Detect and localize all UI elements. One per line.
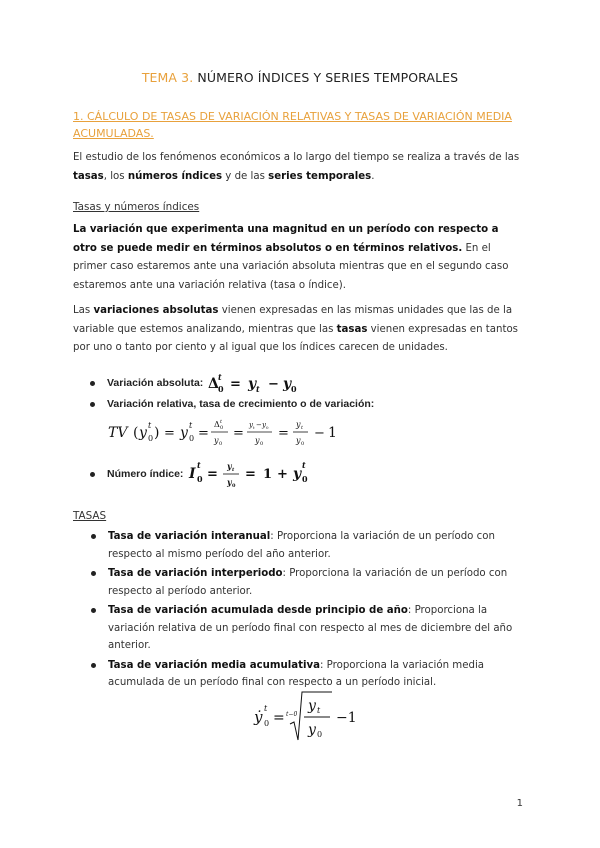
svg-text:=: =: [233, 426, 244, 441]
svg-text:y: y: [308, 698, 316, 714]
tasa-desc: : Proporciona la variación de un período con respecto al período anterior.: [108, 568, 508, 597]
abs-text-a: Las: [73, 305, 94, 316]
svg-text:−1: −1: [336, 710, 357, 726]
svg-text:0: 0: [266, 425, 269, 430]
svg-text:1: 1: [263, 467, 273, 482]
tasa-term: Tasa de variación media acumulativa: [108, 659, 320, 671]
svg-text:=: =: [207, 467, 219, 482]
intro-paragraph: [73, 149, 525, 186]
svg-text:−: −: [256, 421, 262, 429]
svg-text:I: I: [189, 466, 196, 482]
svg-text:0: 0: [220, 425, 224, 431]
formula-index-number: [90, 458, 347, 490]
svg-text:y: y: [249, 421, 253, 429]
abs-formula-image: [206, 372, 316, 394]
intro-text-4: .: [371, 170, 375, 182]
svg-text:−: −: [314, 426, 325, 441]
svg-text:t: t: [232, 467, 235, 473]
svg-text:y: y: [227, 477, 233, 487]
svg-text:t−0: t−0: [286, 711, 298, 718]
index-label: Número índice:: [107, 468, 184, 480]
svg-text:): ): [154, 425, 160, 441]
svg-text:0: 0: [260, 441, 264, 447]
svg-text:0: 0: [148, 434, 154, 443]
section-heading: 1. CÁLCULO DE TASAS DE VARIACIÓN RELATIVAS Y TASAS DE VARIACIÓN MEDIA ACUMULADAS.: [73, 110, 512, 140]
svg-text:=: =: [273, 710, 285, 726]
relative-variation-formula: [106, 413, 366, 453]
svg-text:TV: TV: [108, 425, 128, 441]
svg-text:+: +: [277, 467, 289, 482]
svg-text:0: 0: [218, 384, 224, 394]
svg-text:y: y: [308, 722, 316, 738]
abs-text-c: vienen expresadas en las mismas unidades que las de la variable que estemos analizando, mientras que las: [73, 305, 513, 335]
rel-label: Variación relativa, tasa de crecimiento o de variación:: [107, 398, 375, 410]
intro-text-2: , los: [103, 170, 128, 182]
svg-text:t: t: [256, 384, 260, 394]
svg-text:=: =: [245, 467, 257, 482]
tasa-term: Tasa de variación acumulada desde principio de año: [108, 605, 408, 616]
list-item: [73, 602, 528, 655]
tasa-term: Tasa de variación interperiodo: [108, 568, 283, 579]
mean-cumulative-rate-formula: [250, 688, 370, 748]
tasa-term: Tasa de variación interanual: [108, 531, 271, 542]
tasa-desc: : Proporciona la variación relativa de un período final con respecto al mes de diciembre del año anterior.: [108, 605, 513, 651]
svg-text:0: 0: [291, 384, 297, 394]
abs-label: Variación absoluta:: [107, 377, 204, 389]
svg-text:ẏ: ẏ: [254, 708, 263, 726]
svg-text:(: (: [133, 425, 139, 441]
intro-bold-series: series temporales: [268, 170, 372, 182]
svg-text:t: t: [253, 425, 255, 430]
svg-text:Δ: Δ: [208, 376, 220, 392]
svg-text:t: t: [148, 421, 152, 430]
svg-text:=: =: [230, 377, 242, 392]
subheading-tasas: TASAS: [73, 510, 107, 522]
svg-text:y: y: [139, 425, 147, 441]
intro-text-1: El estudio de los fenómenos económicos a lo largo del tiempo se realiza a través de las: [73, 152, 520, 163]
svg-text:0: 0: [189, 434, 195, 443]
svg-text:=: =: [164, 426, 175, 441]
title-main: NÚMERO ÍNDICES Y SERIES TEMPORALES: [197, 70, 459, 85]
variation-paragraph: [73, 221, 525, 295]
bullet-dot: [90, 402, 95, 407]
svg-text:y: y: [180, 425, 188, 441]
svg-text:t: t: [218, 372, 222, 382]
svg-text:t: t: [317, 706, 321, 715]
svg-text:0: 0: [219, 441, 223, 447]
page-number: 1: [516, 798, 523, 809]
svg-text:t: t: [220, 419, 223, 425]
svg-text:t: t: [302, 460, 307, 470]
svg-text:−: −: [268, 377, 280, 392]
svg-text:y: y: [262, 421, 266, 429]
svg-text:0: 0: [302, 474, 309, 484]
bullet-dot: [91, 534, 96, 539]
formula-absolute-variation: [90, 372, 316, 394]
subheading-tasas-indices: Tasas y números índices: [73, 201, 200, 213]
list-item: [73, 565, 528, 600]
tasas-list: [73, 528, 528, 694]
tasa-desc: : Proporciona la variación de un período con respecto al mismo período del año anterior.: [108, 531, 495, 560]
intro-bold-tasas: tasas: [73, 170, 104, 182]
list-item: [73, 528, 528, 563]
svg-text:Δ: Δ: [214, 420, 220, 429]
variation-bold-text: La variación que experimenta una magnitud en un período con respecto a otro se puede medir en términos absolutos o en términos relativos.: [73, 224, 499, 254]
svg-text:0: 0: [317, 730, 323, 739]
svg-text:0: 0: [197, 474, 204, 484]
abs-text-d: vienen expresadas en tantos por uno o tanto por ciento y al igual que los índices carecen de unidades.: [73, 323, 518, 353]
abs-bold-variaciones: variaciones absolutas: [93, 305, 219, 316]
svg-text:y: y: [255, 436, 260, 445]
title-prefix: TEMA 3.: [141, 70, 194, 85]
svg-text:y: y: [214, 436, 219, 445]
absolute-variation-paragraph: [73, 302, 525, 358]
list-item: [73, 657, 528, 692]
index-formula-image: [187, 458, 347, 490]
bullet-dot: [91, 608, 96, 613]
svg-text:t: t: [189, 421, 193, 430]
svg-text:y: y: [296, 436, 301, 445]
svg-text:0: 0: [301, 441, 305, 447]
svg-text:0: 0: [232, 483, 236, 489]
intro-text-3: y de las: [222, 170, 269, 182]
formula-relative-variation-label: [90, 398, 374, 410]
svg-text:=: =: [278, 426, 289, 441]
svg-text:y: y: [293, 466, 302, 482]
bullet-dot: [90, 381, 95, 386]
intro-bold-indices: números índices: [127, 170, 223, 182]
svg-text:y: y: [227, 461, 233, 471]
svg-text:0: 0: [264, 719, 270, 728]
bullet-dot: [90, 472, 95, 477]
bullet-dot: [91, 571, 96, 576]
svg-text:y: y: [248, 376, 257, 392]
tasa-desc: : Proporciona la variación media acumulada de un período final con respecto a un período inicial.: [108, 659, 485, 688]
svg-text:y: y: [283, 376, 292, 392]
svg-text:=: =: [198, 426, 209, 441]
bullet-dot: [91, 663, 96, 668]
svg-text:t: t: [301, 425, 304, 431]
svg-text:y: y: [296, 420, 301, 429]
svg-text:1: 1: [328, 425, 337, 441]
svg-text:t: t: [197, 460, 202, 470]
abs-bold-tasas: tasas: [336, 323, 368, 335]
page-title: [0, 70, 600, 85]
variation-rest-text: En el primer caso estaremos ante una variación absoluta mientras que en el segundo caso estaremos ante una variación relativa (tasa o índice).: [73, 242, 509, 291]
svg-text:t: t: [264, 704, 268, 713]
